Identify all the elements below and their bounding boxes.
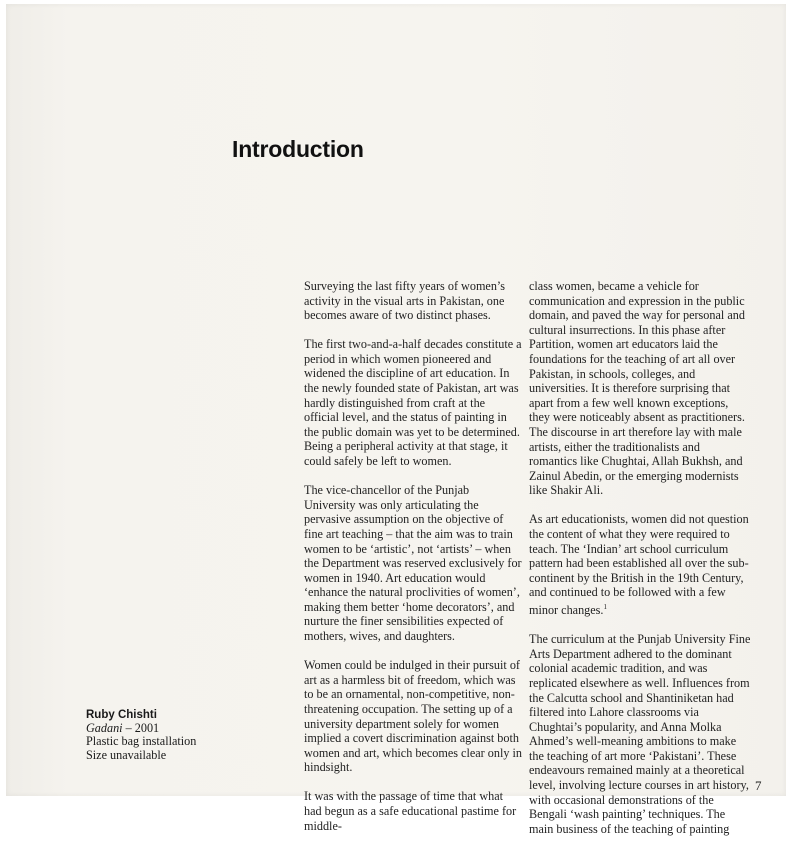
book-page [6,4,786,836]
paragraph: It was with the passage of time that what had begun as a safe educational pastime for middle- [304,789,517,833]
paragraph: The first two-and-a-half decades constitute a period in which women pioneered and widened the discipline of art education. In the newly founded state of Pakistan, art was hardly distinguished from craft at the official level, and the status of painting in the public domain was yet to be determined. Being a peripheral activity at that stage, it could safely be left to women. [304,337,522,469]
caption-medium: Plastic bag installation [86,734,197,749]
caption-year: – 2001 [122,721,160,736]
paragraph-with-footnote [529,512,751,617]
page-number: 7 [755,778,762,793]
paragraph-text: As art educationists, women did not question the content of what they were required to teach. The ‘Indian’ art school curriculum pattern had been established all over the sub-continent by the British in the 19th Century, and continued to be followed with a few minor changes. [529,512,749,618]
paragraph: Surveying the last fifty years of women’s activity in the visual arts in Pakistan, one becomes aware of two distinct phases. [304,279,506,323]
footnote-marker: 1 [603,602,607,611]
paragraph: class women, became a vehicle for communication and expression in the public domain, and paved the way for personal and cultural insurrections. In this phase after Partition, women art educators laid the foundations for the teaching of art all over Pakistan, in schools, colleges, and universities. It is therefore surprising that apart from a few well known exceptions, they were noticeably absent as practitioners. The discourse in art therefore lay with male artists, either the traditionalists and romantics like Chughtai, Allah Bukhsh, and Zainul Abedin, or the emerging modernists like Shakir Ali. [529,279,745,498]
caption-artist: Ruby Chishti [86,709,157,721]
paragraph: The vice-chancellor of the Punjab University was only articulating the pervasive assumption on the objective of fine art teaching – that the aim was to train women to be ‘artistic’, not ‘artists’ – when the Department was reserved exclusively for women in 1940. Art education would ‘enhance the natural proclivities of women’, making them better ‘home decorators’, and nurture the finer sensibilities expected of mothers, wives, and daughters. [304,483,522,644]
caption-size: Size unavailable [86,747,167,762]
artwork-caption [86,709,236,762]
paragraph: Women could be indulged in their pursuit of art as a harmless bit of freedom, which was to be an ornamental, non-competitive, non-threatening occupation. The setting up of a university department solely for women implied a covert discrimination against both women and art, which becomes clear only in hindsight. [304,658,522,775]
page-title: Introduction [232,136,364,162]
paragraph: The curriculum at the Punjab University Fine Arts Department adhered to the dominant colonial academic tradition, and was replicated elsewhere as well. Influences from the Calcutta school and Shantiniketan had filtered into Lahore classrooms via Chughtai’s popularity, and Anna Molka Ahmed’s well-meaning ambitions to make the teaching of art more ‘Pakistani’. These endeavours remained mainly at a theoretical level, involving lecture courses in art history, with occasional demonstrations of the Bengali ‘wash painting’ techniques. The main business of the teaching of painting [529,632,751,836]
caption-work-title: Gadani [86,721,123,736]
text-column-left [304,279,522,848]
text-column-right [529,279,751,851]
